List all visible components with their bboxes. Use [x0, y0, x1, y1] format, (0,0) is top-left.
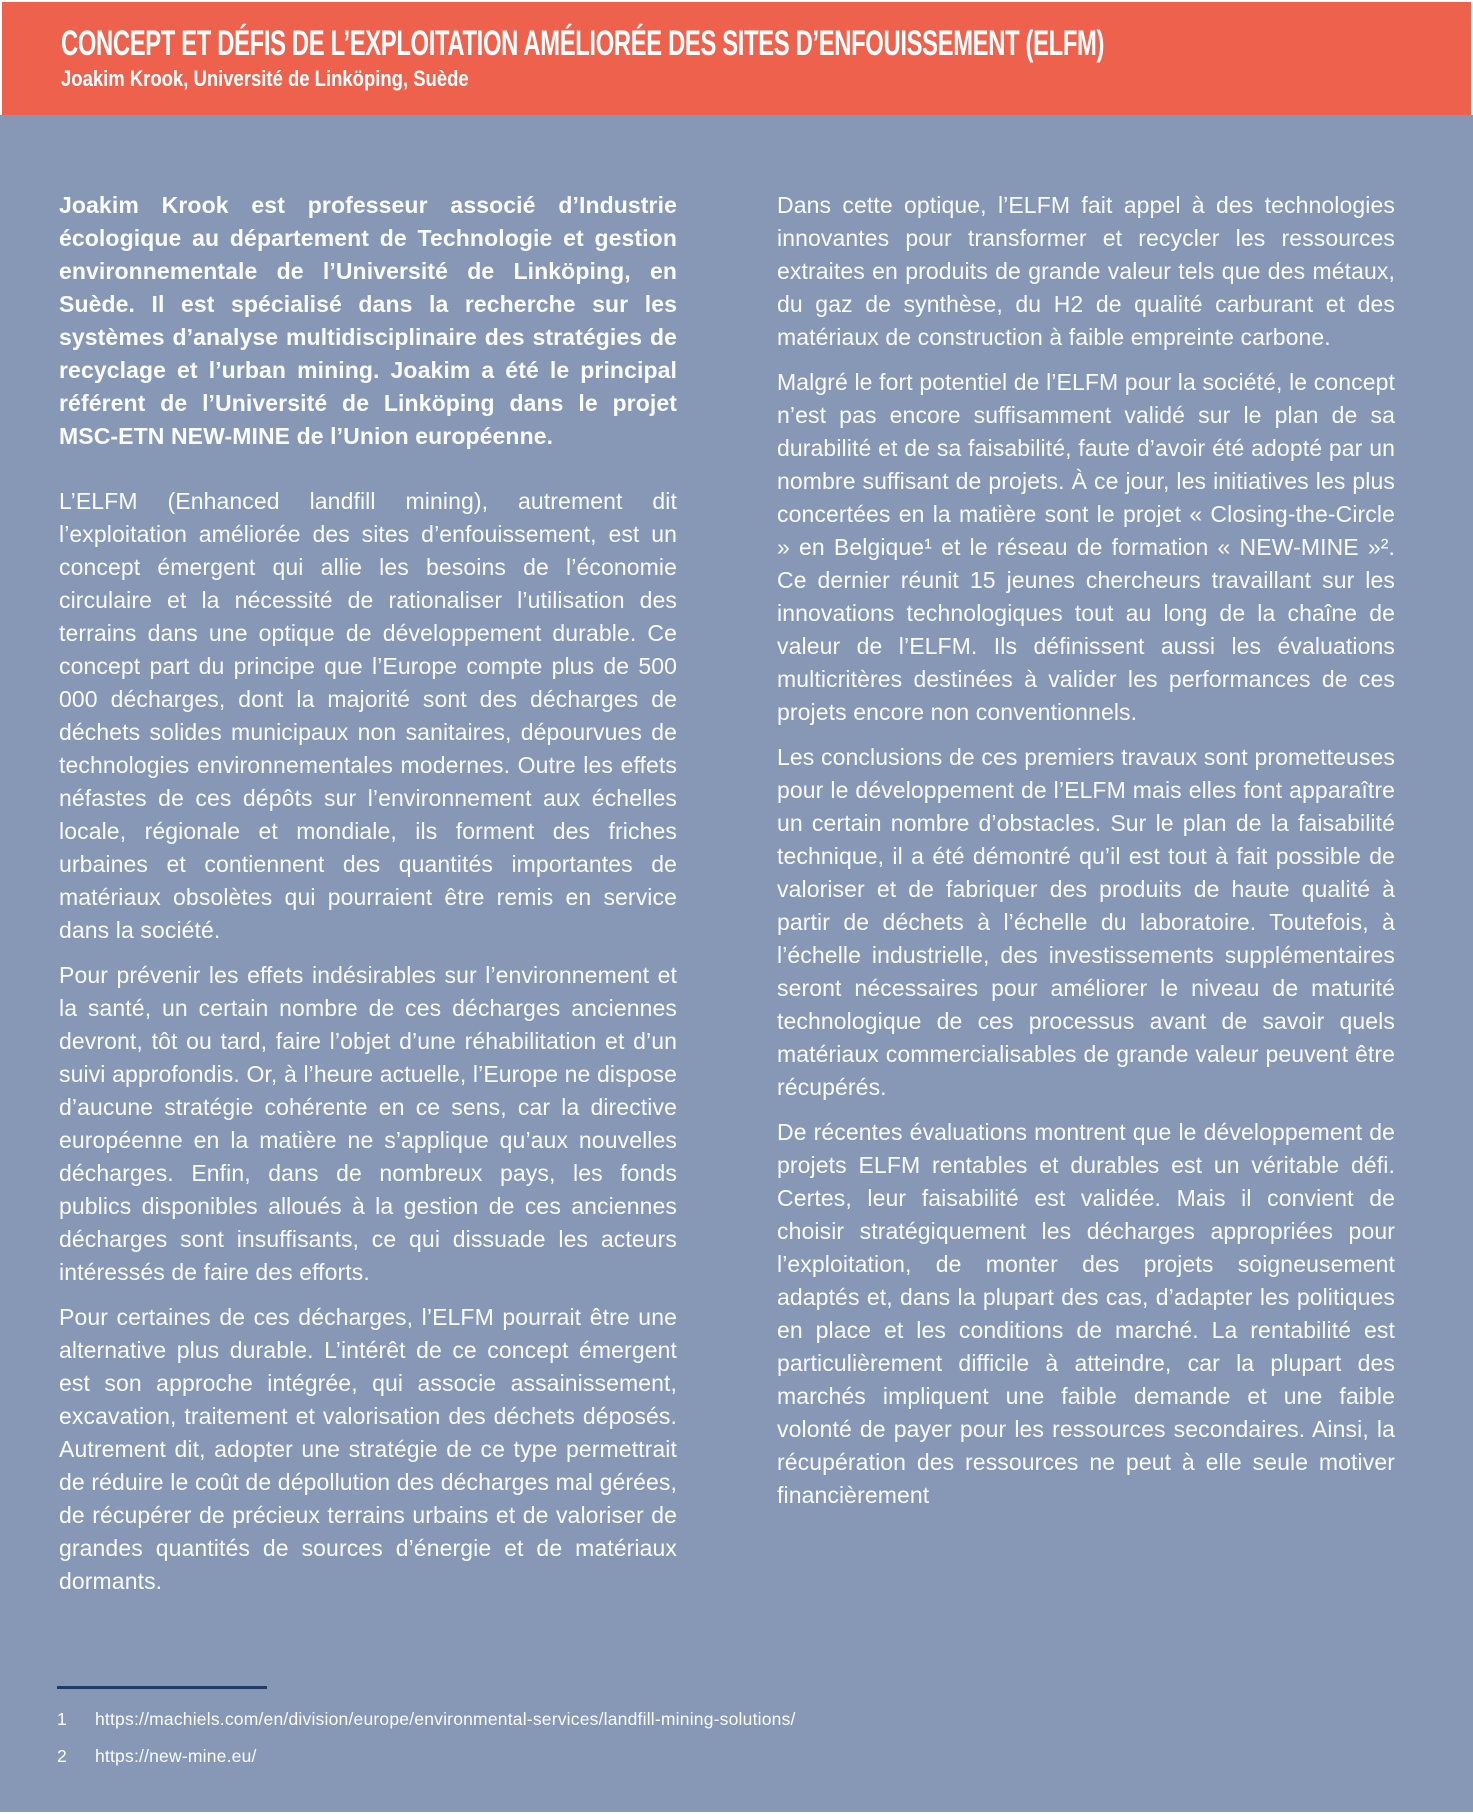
footnote-number: 1 [57, 1709, 67, 1729]
footnote-url-link[interactable]: https://new-mine.eu/ [95, 1746, 257, 1766]
left-column [59, 189, 677, 1812]
body-paragraph: Malgré le fort potentiel de l’ELFM pour la société, le concept n’est pas encore suffisamment validé sur le plan de sa durabilité et de sa faisabilité, faute d’avoir été adopté par un nombre suffisant de projets. À ce jour, les initiatives les plus concertées en la matière sont le projet « Closing-the-Circle » en Belgique¹ et le réseau de formation « NEW-MINE »². Ce dernier réunit 15 jeunes chercheurs travaillant sur les innovations technologiques tout au long de la chaîne de valeur de l’ELFM. Ils définissent aussi les évaluations multicritères destinées à valider les performances de ces projets encore non conventionnels. [777, 369, 1395, 725]
article-header [2, 2, 1471, 115]
footnote-item [57, 1738, 1357, 1775]
footnotes-section [57, 1686, 1357, 1775]
body-paragraph: Dans cette optique, l’ELFM fait appel à des technologies innovantes pour transformer et recycler les ressources extraites en produits de grande valeur tels que des métaux, du gaz de synthèse, du H2 de qualité carburant et des matériaux de construction à faible empreinte carbone. [777, 192, 1395, 350]
bio-paragraph: Joakim Krook est professeur associé d’Industrie écologique au département de Technologie et gestion environnementale de l’Université de Linköping, en Suède. Il est spécialisé dans la recherche sur les systèmes d’analyse multidisciplinaire des stratégies de recyclage et l’urban mining. Joakim a été le principal référent de l’Université de Linköping dans le projet MSC-ETN NEW-MINE de l’Union européenne. [59, 192, 677, 449]
body-paragraph: L’ELFM (Enhanced landfill mining), autrement dit l’exploitation améliorée des sites d’enfouissement, est un concept émergent qui allie les besoins de l’économie circulaire et la nécessité de rationaliser l’utilisation des terrains dans une optique de développement durable. Ce concept part du principe que l’Europe compte plus de 500 000 décharges, dont la majorité sont des décharges de déchets solides municipaux non sanitaires, dépourvues de technologies environnementales modernes. Outre les effets néfastes de ces dépôts sur l’environnement aux échelles locale, régionale et mondiale, ils forment des friches urbaines et contiennent des quantités importantes de matériaux obsolètes qui pourraient être remis en service dans la société. [59, 488, 677, 943]
page-title: CONCEPT ET DÉFIS DE L’EXPLOITATION AMÉLIORÉE DES SITES D’ENFOUISSEMENT (ELFM) [61, 24, 1105, 63]
body-paragraph: De récentes évaluations montrent que le développement de projets ELFM rentables et durables est un véritable défi. Certes, leur faisabilité est validée. Mais il convient de choisir stratégiquement les décharges appropriées pour l’exploitation, de monter des projets soigneusement adaptés et, dans la plupart des cas, d’adapter les politiques en place et les conditions de marché. La rentabilité est particulièrement difficile à atteindre, car la plupart des marchés impliquent une faible demande et une faible volonté de payer pour les ressources secondaires. Ainsi, la récupération des ressources ne peut à elle seule motiver financièrement [777, 1119, 1395, 1508]
body-paragraph: Pour certaines de ces décharges, l’ELFM pourrait être une alternative plus durable. L’intérêt de ce concept émergent est son approche intégrée, qui associe assainissement, excavation, traitement et valorisation des déchets déposés. Autrement dit, adopter une stratégie de ce type permettrait de réduire le coût de dépollution des décharges mal gérées, de récupérer de précieux terrains urbains et de valoriser de grandes quantités de sources d’énergie et de matériaux dormants. [59, 1304, 677, 1594]
right-column [777, 189, 1395, 1812]
footnote-item [57, 1701, 1357, 1738]
body-paragraph: Les conclusions de ces premiers travaux sont prometteuses pour le développement de l’ELFM mais elles font apparaître un certain nombre d’obstacles. Sur le plan de la faisabilité technique, il a été démontré qu’il est tout à fait possible de valoriser et de fabriquer des produits de haute qualité à partir de déchets à l’échelle du laboratoire. Toutefois, à l’échelle industrielle, des investissements supplémentaires seront nécessaires pour améliorer le niveau de maturité technologique de ces processus avant de savoir quels matériaux commercialisables de grande valeur peuvent être récupérés. [777, 744, 1395, 1100]
footnote-divider [57, 1686, 267, 1689]
article-body [0, 115, 1473, 1812]
footnote-url-link[interactable]: https://machiels.com/en/division/europe/environmental-services/landfill-mining-solutions/ [95, 1709, 796, 1729]
body-paragraph: Pour prévenir les effets indésirables sur l’environnement et la santé, un certain nombre de ces décharges anciennes devront, tôt ou tard, faire l’objet d’une réhabilitation et d’un suivi approfondis. Or, à l’heure actuelle, l’Europe ne dispose d’aucune stratégie cohérente en ce sens, car la directive européenne en la matière ne s’applique qu’aux nouvelles décharges. Enfin, dans de nombreux pays, les fonds publics disponibles alloués à la gestion de ces anciennes décharges sont insuffisants, ce qui dissuade les acteurs intéressés de faire des efforts. [59, 962, 677, 1285]
author-line: Joakim Krook, Université de Linköping, Suède [61, 66, 469, 92]
footnote-number: 2 [57, 1746, 67, 1766]
